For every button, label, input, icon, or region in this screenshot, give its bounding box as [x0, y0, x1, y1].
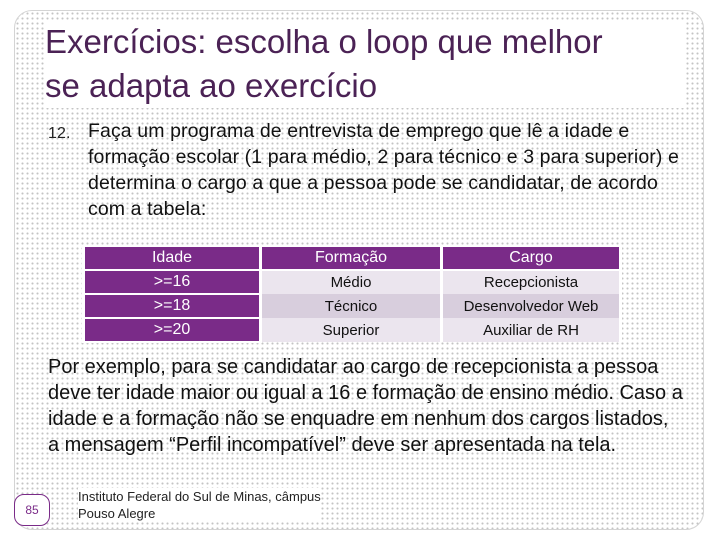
- header-formacao: Formação: [261, 247, 442, 270]
- table-row: [84, 294, 621, 318]
- question-number: 12.: [48, 125, 71, 142]
- cell-formacao: Médio: [261, 270, 442, 294]
- cell-cargo: Desenvolvedor Web: [442, 294, 621, 318]
- table-header-row: [84, 247, 621, 270]
- example-paragraph: Por exemplo, para se candidatar ao cargo de recepcionista a pessoa deve ter idade maior ou igual a 16 e formação de ensino médio. Caso a idade e a formação não se enquadre em nenhum dos cargos listados, a mensagem “Perfil incompatível” deve ser apresentada na tela.: [48, 356, 683, 456]
- cell-formacao: Técnico: [261, 294, 442, 318]
- question-text: Faça um programa de entrevista de emprego que lê a idade e formação escolar (1 para médio, 2 para técnico e 3 para superior) e determina o cargo a que a pessoa pode se candidatar, de acordo com a tabela:: [88, 120, 679, 220]
- header-cargo: Cargo: [442, 247, 621, 270]
- institution-line-1: Instituto Federal do Sul de Minas, câmpus: [78, 489, 321, 504]
- table-row: [84, 270, 621, 294]
- page-number-badge: 85: [14, 494, 50, 526]
- cell-idade: >=20: [84, 318, 261, 342]
- cell-cargo: Recepcionista: [442, 270, 621, 294]
- cell-idade: >=18: [84, 294, 261, 318]
- jobs-table-wrap: [82, 247, 622, 343]
- cell-formacao: Superior: [261, 318, 442, 342]
- institution-name: [78, 488, 321, 522]
- slide-title-line-1: Exercícios: escolha o loop que melhor: [45, 23, 603, 60]
- header-idade: Idade: [84, 247, 261, 270]
- slide-footer: [0, 484, 720, 530]
- cell-idade: >=16: [84, 270, 261, 294]
- question-block: [48, 118, 680, 222]
- institution-line-2: Pouso Alegre: [78, 506, 156, 521]
- title-box: [45, 20, 685, 108]
- table-row: [84, 318, 621, 342]
- jobs-table: [82, 247, 622, 343]
- slide-title-line-2: se adapta ao exercício: [45, 67, 378, 104]
- cell-cargo: Auxiliar de RH: [442, 318, 621, 342]
